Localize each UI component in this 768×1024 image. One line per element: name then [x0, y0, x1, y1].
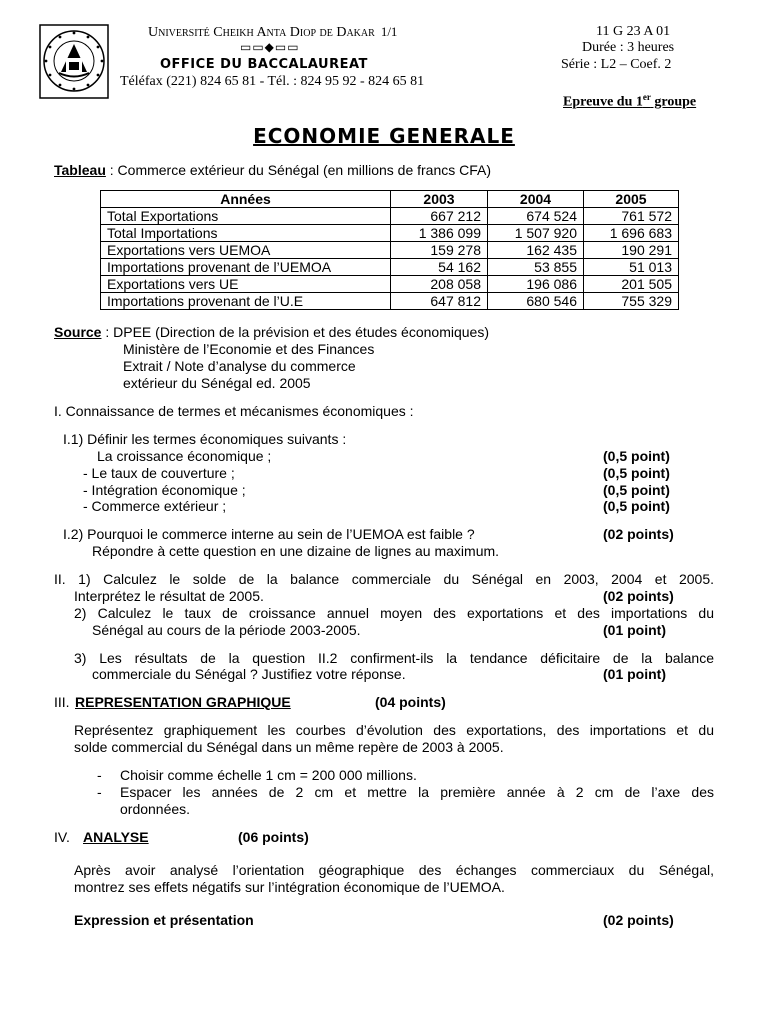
- part3-bullet2-line2: ordonnées.: [120, 801, 191, 817]
- table-cell: 53 855: [488, 259, 584, 276]
- office-name: OFFICE DU BACCALAUREAT: [160, 57, 368, 72]
- table-header-row: [101, 191, 679, 208]
- table-cell: 761 572: [584, 208, 679, 225]
- part1-q2-instruction: Répondre à cette question en une dizaine de lignes au maximum.: [92, 543, 500, 559]
- university-name: [148, 24, 397, 41]
- bullet-dash: -: [97, 784, 102, 800]
- table-cell: 162 435: [488, 242, 584, 259]
- table-cell: 208 058: [391, 276, 488, 293]
- part2-q1-points: (02 points): [603, 588, 674, 604]
- table-cell: 674 524: [488, 208, 584, 225]
- part2-q3-points: (01 point): [603, 666, 666, 682]
- table-row: [101, 276, 679, 293]
- part3-bullet2-line1: Espacer les années de 2 cm et mettre la première année à 2 cm de l’axe des: [120, 784, 714, 800]
- part4-para-line1: Après avoir analysé l’orientation géographique des échanges commerciaux du Sénégal,: [74, 862, 714, 878]
- source-extract: Extrait / Note d’analyse du commerce: [123, 358, 356, 374]
- part3-heading: REPRESENTATION GRAPHIQUE: [75, 694, 291, 710]
- source-edition: extérieur du Sénégal ed. 2005: [123, 375, 311, 391]
- table-row: [101, 293, 679, 310]
- contact-numbers: Téléfax (221) 824 65 81 - Tél. : 824 95 92 - 824 65 81: [120, 74, 425, 89]
- part1-q2-question: I.2) Pourquoi le commerce interne au sein de l’UEMOA est faible ?: [63, 526, 475, 542]
- source-ministry: Ministère de l’Economie et des Finances: [123, 341, 375, 357]
- table-cell: 667 212: [391, 208, 488, 225]
- table-cell: Exportations vers UEMOA: [101, 242, 391, 259]
- part3-para-line1: Représentez graphiquement les courbes d’évolution des exportations, des importations et du: [74, 722, 714, 738]
- table-caption-text: : Commerce extérieur du Sénégal (en millions de francs CFA): [105, 162, 492, 178]
- part2-q2-line2: Sénégal au cours de la période 2003-2005.: [92, 622, 361, 638]
- table-cell: Importations provenant de l’UEMOA: [101, 259, 391, 276]
- exam-duration: Durée : 3 heures: [582, 40, 675, 55]
- source-label: Source: [54, 324, 102, 340]
- table-cell: 1 696 683: [584, 225, 679, 242]
- part1-heading: I. Connaissance de termes et mécanismes économiques :: [54, 403, 414, 419]
- table-row: [101, 242, 679, 259]
- part3-para-line2: solde commercial du Sénégal dans un même repère de 2003 à 2005.: [74, 739, 504, 755]
- part3-bullet1: Choisir comme échelle 1 cm = 200 000 millions.: [120, 767, 417, 783]
- presentation-label: Expression et présentation: [74, 912, 254, 928]
- bullet-dash: -: [97, 767, 102, 783]
- table-caption-label: Tableau: [54, 162, 106, 178]
- part4-points: (06 points): [238, 829, 309, 845]
- term-points: (0,5 point): [603, 448, 670, 464]
- table-cell: 51 013: [584, 259, 679, 276]
- table-cell: Importations provenant de l’U.E: [101, 293, 391, 310]
- source-line: [54, 324, 489, 340]
- table-row: [101, 259, 679, 276]
- exam-group-suffix: groupe: [650, 94, 697, 110]
- exam-group-sup: er: [642, 92, 651, 102]
- trade-table: [100, 190, 679, 310]
- table-cell: Total Exportations: [101, 208, 391, 225]
- table-cell: Total Importations: [101, 225, 391, 242]
- table-cell: 1 507 920: [488, 225, 584, 242]
- presentation-points: (02 points): [603, 912, 674, 928]
- exam-group-prefix: Epreuve du 1: [563, 94, 643, 110]
- table-row: [101, 208, 679, 225]
- page-title: ECONOMIE GENERALE: [253, 124, 515, 148]
- part2-q2-points: (01 point): [603, 622, 666, 638]
- table-cell: 159 278: [391, 242, 488, 259]
- table-header-cell: 2003: [391, 191, 488, 208]
- part2-q2-line1: 2) Calculez le taux de croissance annuel moyen des exportations et des importations du: [74, 605, 714, 621]
- table-cell: 680 546: [488, 293, 584, 310]
- part2-q1-line2: Interprétez le résultat de 2005.: [74, 588, 264, 604]
- table-cell: 54 162: [391, 259, 488, 276]
- table-header-cell: Années: [101, 191, 391, 208]
- source-text: : DPEE (Direction de la prévision et des études économiques): [101, 324, 489, 340]
- table-cell: 190 291: [584, 242, 679, 259]
- term-item: - Commerce extérieur ;: [83, 498, 227, 514]
- part2-q3-line1: 3) Les résultats de la question II.2 confirment-ils la tendance déficitaire de la balance: [74, 650, 714, 666]
- table-row: [101, 225, 679, 242]
- term-points: (0,5 point): [603, 498, 670, 514]
- table-cell: Exportations vers UE: [101, 276, 391, 293]
- part3-points: (04 points): [375, 694, 446, 710]
- part1-q2-points: (02 points): [603, 526, 674, 542]
- part1-q1-intro: I.1) Définir les termes économiques suivants :: [63, 431, 347, 447]
- table-cell: 196 086: [488, 276, 584, 293]
- exam-group: [563, 92, 696, 111]
- part2-q3-line2: commerciale du Sénégal ? Justifiez votre réponse.: [92, 666, 406, 682]
- table-cell: 201 505: [584, 276, 679, 293]
- term-item: - Intégration économique ;: [83, 482, 246, 498]
- part2-q1-line1: II. 1) Calculez le solde de la balance commerciale du Sénégal en 2003, 2004 et 2005.: [54, 571, 714, 587]
- term-item: - Le taux de couverture ;: [83, 465, 235, 481]
- part4-heading: ANALYSE: [83, 829, 149, 845]
- part3-prefix: III.: [54, 694, 70, 710]
- term-points: (0,5 point): [603, 465, 670, 481]
- table-cell: 647 812: [391, 293, 488, 310]
- term-item: La croissance économique ;: [97, 448, 272, 464]
- table-header-cell: 2004: [488, 191, 584, 208]
- table-cell: 1 386 099: [391, 225, 488, 242]
- exam-code: 11 G 23 A 01: [596, 24, 671, 39]
- page-number: 1/1: [380, 24, 398, 39]
- table-cell: 755 329: [584, 293, 679, 310]
- term-points: (0,5 point): [603, 482, 670, 498]
- university-name-text: Université Cheikh Anta Diop de Dakar: [148, 25, 375, 40]
- part4-prefix: IV.: [54, 829, 70, 845]
- exam-series: Série : L2 – Coef. 2: [561, 57, 672, 72]
- ornament-divider: ▭▭◆▭▭: [240, 40, 300, 54]
- table-header-cell: 2005: [584, 191, 679, 208]
- university-seal-logo: [39, 24, 109, 99]
- table-caption: [54, 162, 491, 178]
- part4-para-line2: montrez ses effets négatifs sur l’intégration économique de l’UEMOA.: [74, 879, 505, 895]
